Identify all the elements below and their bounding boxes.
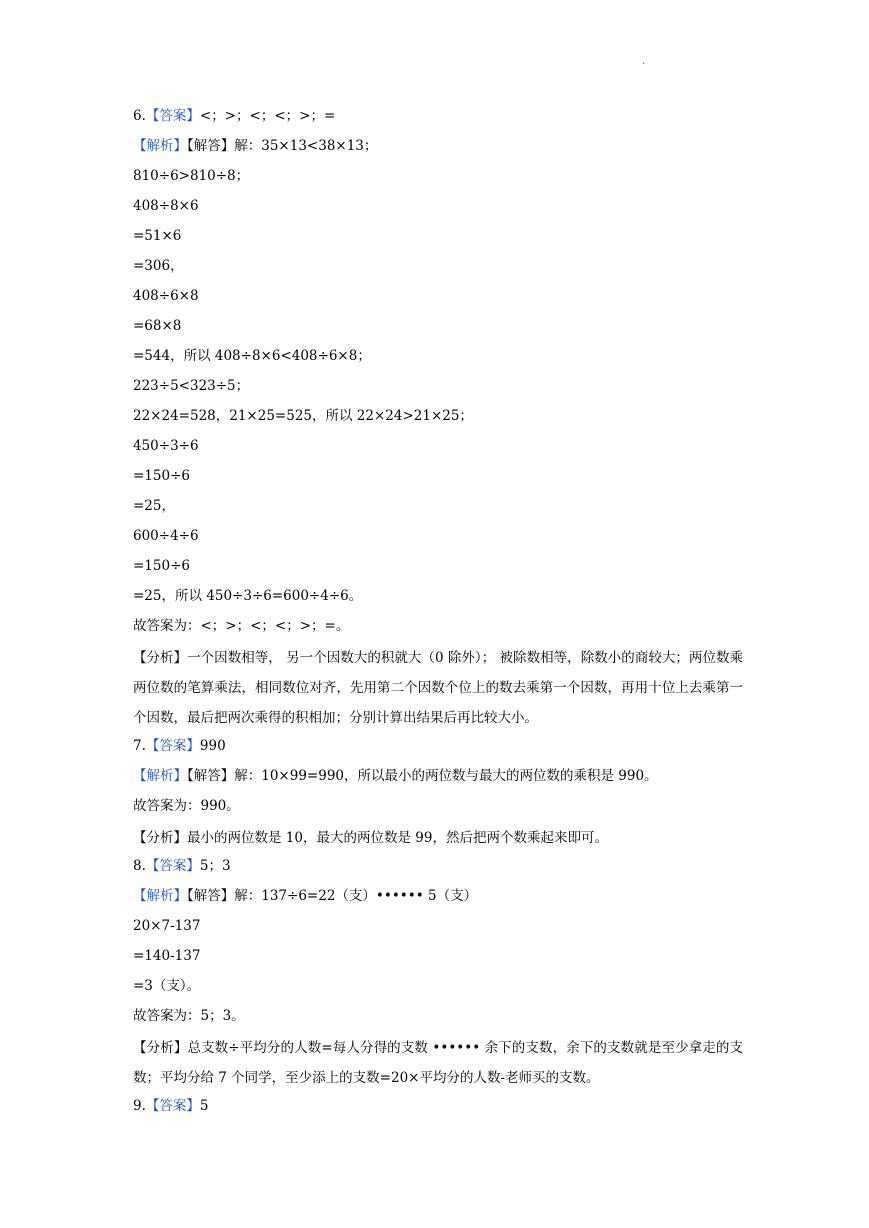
q7-solution-tag: 【解答】 xyxy=(187,768,235,784)
q7-analysis-tag: 【解析】 xyxy=(133,768,187,784)
q8-answer-tag: 【答案】 xyxy=(145,858,200,874)
q7-fenxi-text: 最小的两位数是 10，最大的两位数是 99，然后把两个数乘起来即可。 xyxy=(187,830,608,846)
q6-fenxi-paragraph xyxy=(133,643,743,733)
q8-answer-line xyxy=(133,853,743,883)
q6-fenxi-text: 一个因数相等， 另一个因数大的积就大（0 除外）； 被除数相等，除数小的商较大；两位数乘两位数的笔算乘法，相同数位对齐，先用第二个因数个位上的数去乘第一个因数，再用十位上去乘第一个因数，最后把两次乘得的积相加；分别计算出结果后再比较大小。 xyxy=(133,650,744,726)
q6-analysis-line xyxy=(133,133,743,163)
q8-line-3: =3（支）。 xyxy=(133,978,201,994)
q7-answer: 990 xyxy=(199,738,226,754)
q6-line-7: =544，所以 408÷8×6<408÷6×8； xyxy=(133,348,371,364)
q8-solution-tag: 【解答】 xyxy=(187,888,235,904)
q8-line-1: 20×7-137 xyxy=(133,918,201,934)
q8-answer: 5；3 xyxy=(199,858,231,874)
q7-analysis-line xyxy=(133,763,743,793)
answer-document xyxy=(133,103,743,1123)
q7-fenxi-tag: 【分析】 xyxy=(133,830,187,846)
q8-analysis-tag: 【解析】 xyxy=(133,888,187,904)
q9-answer: 5 xyxy=(199,1098,209,1114)
q6-line-3: =51×6 xyxy=(133,228,182,244)
q6-line-9: 22×24=528，21×25=525，所以 22×24>21×25； xyxy=(133,408,473,424)
q6-line-11: =150÷6 xyxy=(133,468,190,484)
q8-line-2: =140-137 xyxy=(133,948,201,964)
q8-number: 8. xyxy=(133,858,146,874)
q8-fenxi-paragraph xyxy=(133,1033,743,1093)
q6-line-12: =25， xyxy=(133,498,175,514)
q6-line-0: 解：35×13<38×13； xyxy=(234,138,378,154)
header-dot: . xyxy=(642,56,646,67)
q8-line-4: 故答案为：5；3。 xyxy=(133,1008,245,1024)
q7-answer-line xyxy=(133,733,743,763)
q6-line-13: 600÷4÷6 xyxy=(133,528,199,544)
q7-fenxi-paragraph xyxy=(133,823,743,853)
q9-number: 9. xyxy=(133,1098,146,1114)
q6-analysis-tag: 【解析】 xyxy=(133,138,187,154)
q6-solution-tag: 【解答】 xyxy=(187,138,235,154)
q7-number: 7. xyxy=(133,738,146,754)
q6-answer-tag: 【答案】 xyxy=(145,108,200,124)
q6-answer-line xyxy=(133,103,743,133)
q9-answer-tag: 【答案】 xyxy=(145,1098,200,1114)
q6-line-14: =150÷6 xyxy=(133,558,190,574)
q6-answer: <；>；<；<；>；= xyxy=(199,108,336,124)
q6-number: 6. xyxy=(133,108,146,124)
q7-line-1: 故答案为：990。 xyxy=(133,798,240,814)
q6-line-8: 223÷5<323÷5； xyxy=(133,378,250,394)
q9-answer-line xyxy=(133,1093,743,1123)
q8-line-0: 解：137÷6=22（支）•••••• 5（支） xyxy=(234,888,478,904)
q8-fenxi-text: 总支数÷平均分的人数=每人分得的支数 •••••• 余下的支数，余下的支数就是至少拿走的支数；平均分给 7 个同学，至少添上的支数=20×平均分的人数-老师买的支数。 xyxy=(133,1040,744,1086)
q7-answer-tag: 【答案】 xyxy=(145,738,200,754)
q6-line-16: 故答案为：<；>；<；<；>；=。 xyxy=(133,618,350,634)
q6-line-10: 450÷3÷6 xyxy=(133,438,199,454)
q7-line-0: 解：10×99=990，所以最小的两位数与最大的两位数的乘积是 990。 xyxy=(234,768,658,784)
q6-line-1: 810÷6>810÷8； xyxy=(133,168,250,184)
q8-analysis-line xyxy=(133,883,743,913)
q6-line-5: 408÷6×8 xyxy=(133,288,199,304)
q6-line-15: =25，所以 450÷3÷6=600÷4÷6。 xyxy=(133,588,363,604)
q8-fenxi-tag: 【分析】 xyxy=(133,1040,188,1056)
q6-line-4: =306， xyxy=(133,258,184,274)
q6-line-2: 408÷8×6 xyxy=(133,198,199,214)
q6-fenxi-tag: 【分析】 xyxy=(133,650,188,666)
q6-line-6: =68×8 xyxy=(133,318,182,334)
